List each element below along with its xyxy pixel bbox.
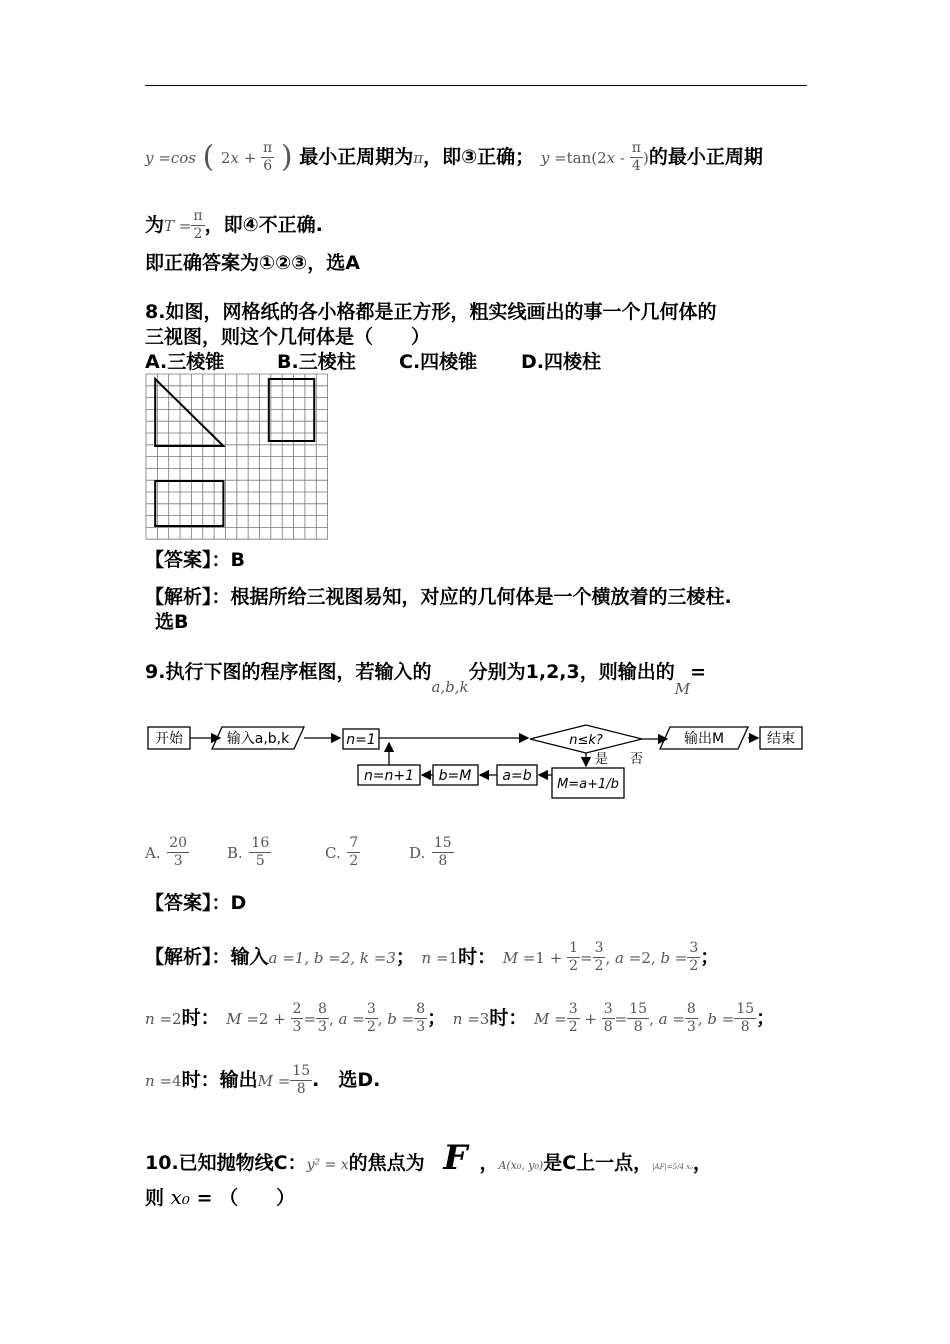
header-rule — [145, 85, 807, 86]
q7-conclusion: 即正确答案为①②③，选A — [145, 252, 360, 274]
formula-cos: y =cos — [145, 149, 196, 167]
front-view-triangle — [155, 379, 223, 446]
flow-step-b-text: b=M — [438, 768, 472, 784]
q8-option-d: D.四棱柱 — [521, 351, 601, 373]
q8-options — [145, 350, 601, 374]
q7-text-period: 最小正周期为 — [299, 146, 414, 168]
q9-analysis-1: 【解析】：输入a =1, b =2, k =3； n =1时： M =1 + $\frac{1}{2}$ = $\frac{3}{2}$ , a =2, b = $\frac{3}{2}$ ； — [145, 940, 720, 974]
flow-cond-text: n≤k? — [569, 733, 603, 748]
q9-analysis-2: n =2时： M =2 + $\frac{2}{3}$ = $\frac{8}{3}$ , a = $\frac{3}{2}$ , b = $\frac{8}{3}$ ； n =3时： M = $\frac{3}{2}$ + $\frac{3}{8}$ = $\frac{15}{8}$ , a = $\frac{8}{3}$ , b = $\frac{15}{8}$ ； — [145, 1001, 776, 1035]
flow-init-text: n=1 — [346, 732, 376, 748]
q9-option-a: A. $\frac{20}{3}$ — [145, 835, 188, 869]
flow-no-text: 否 — [630, 752, 644, 767]
program-flowchart — [140, 715, 810, 805]
flow-step-m-text: M=a+1/b — [557, 777, 619, 792]
q8-option-a: A.三棱锥 — [145, 351, 225, 373]
q9-option-c: C. $\frac{7}{2}$ — [325, 835, 359, 869]
flow-step-a-text: a=b — [502, 768, 532, 784]
q9-vars: a,b,k — [431, 678, 469, 696]
q7-text-correct3: ，即③正确； — [423, 146, 535, 168]
side-view-rectangle — [269, 379, 314, 441]
q7-text-not-correct4: ，即④不正确. — [204, 214, 323, 236]
three-view-grid-figure — [145, 373, 331, 540]
q10-stem-1: 10.已知抛物线C：y² = x的焦点为 F ，A(x₀, y₀)是C上一点，|AF|=5/4 x₀， — [145, 1138, 712, 1178]
q8-stem-1: 8.如图，网格纸的各小格都是正方形，粗实线画出的事一个几何体的 — [145, 301, 717, 323]
flow-step-n-text: n=n+1 — [363, 768, 415, 784]
focus-f-symbol: F — [443, 1138, 468, 1178]
flow-end-text: 结束 — [767, 731, 795, 747]
q7-line-1: y =cos ( 2x + $\frac{\pi}{6}$ ) 最小正周期为π，即③正确； y =tan(2x - $\frac{\pi}{4}$ )的最小正周期 — [145, 139, 763, 175]
q8-answer: 【答案】：B — [145, 549, 245, 571]
flow-yes-text: 是 — [595, 752, 609, 767]
q9-analysis-3: n =4时：输出M = $\frac{15}{8}$ . 选D. — [145, 1063, 381, 1097]
q10-stem-2: 则 x₀ = （ ） — [145, 1185, 296, 1209]
q9-option-b: B. $\frac{16}{5}$ — [227, 835, 270, 869]
q9-answer: 【答案】：D — [145, 892, 247, 914]
condition-af: |AF|=5/4 x₀ — [652, 1163, 693, 1171]
flow-output-text: 输出M — [683, 731, 725, 747]
q7-line-2: 为T = $\frac{\pi}{2}$ ，即④不正确. — [145, 208, 323, 242]
flow-input-text: 输入a,b,k — [226, 731, 290, 747]
q8-option-c: C.四棱锥 — [399, 351, 478, 373]
q8-analysis: 【解析】：根据所给三视图易知，对应的几何体是一个横放着的三棱柱. — [145, 586, 732, 608]
flow-start-text: 开始 — [155, 731, 183, 747]
q7-text-tan-period: 的最小正周期 — [648, 146, 763, 168]
q9-options — [145, 835, 454, 870]
grid-lines — [146, 374, 328, 539]
q8-choose: 选B — [155, 611, 189, 633]
q8-option-b: B.三棱柱 — [277, 351, 356, 373]
q9-option-d: D. $\frac{15}{8}$ — [409, 835, 452, 869]
q9-stem: 9.执行下图的程序框图，若输入的$_{a,b,k}$分别为1,2,3，则输出的$_M$= — [145, 661, 707, 698]
q8-stem-2: 三视图，则这个几何体是（ ） — [145, 326, 431, 348]
